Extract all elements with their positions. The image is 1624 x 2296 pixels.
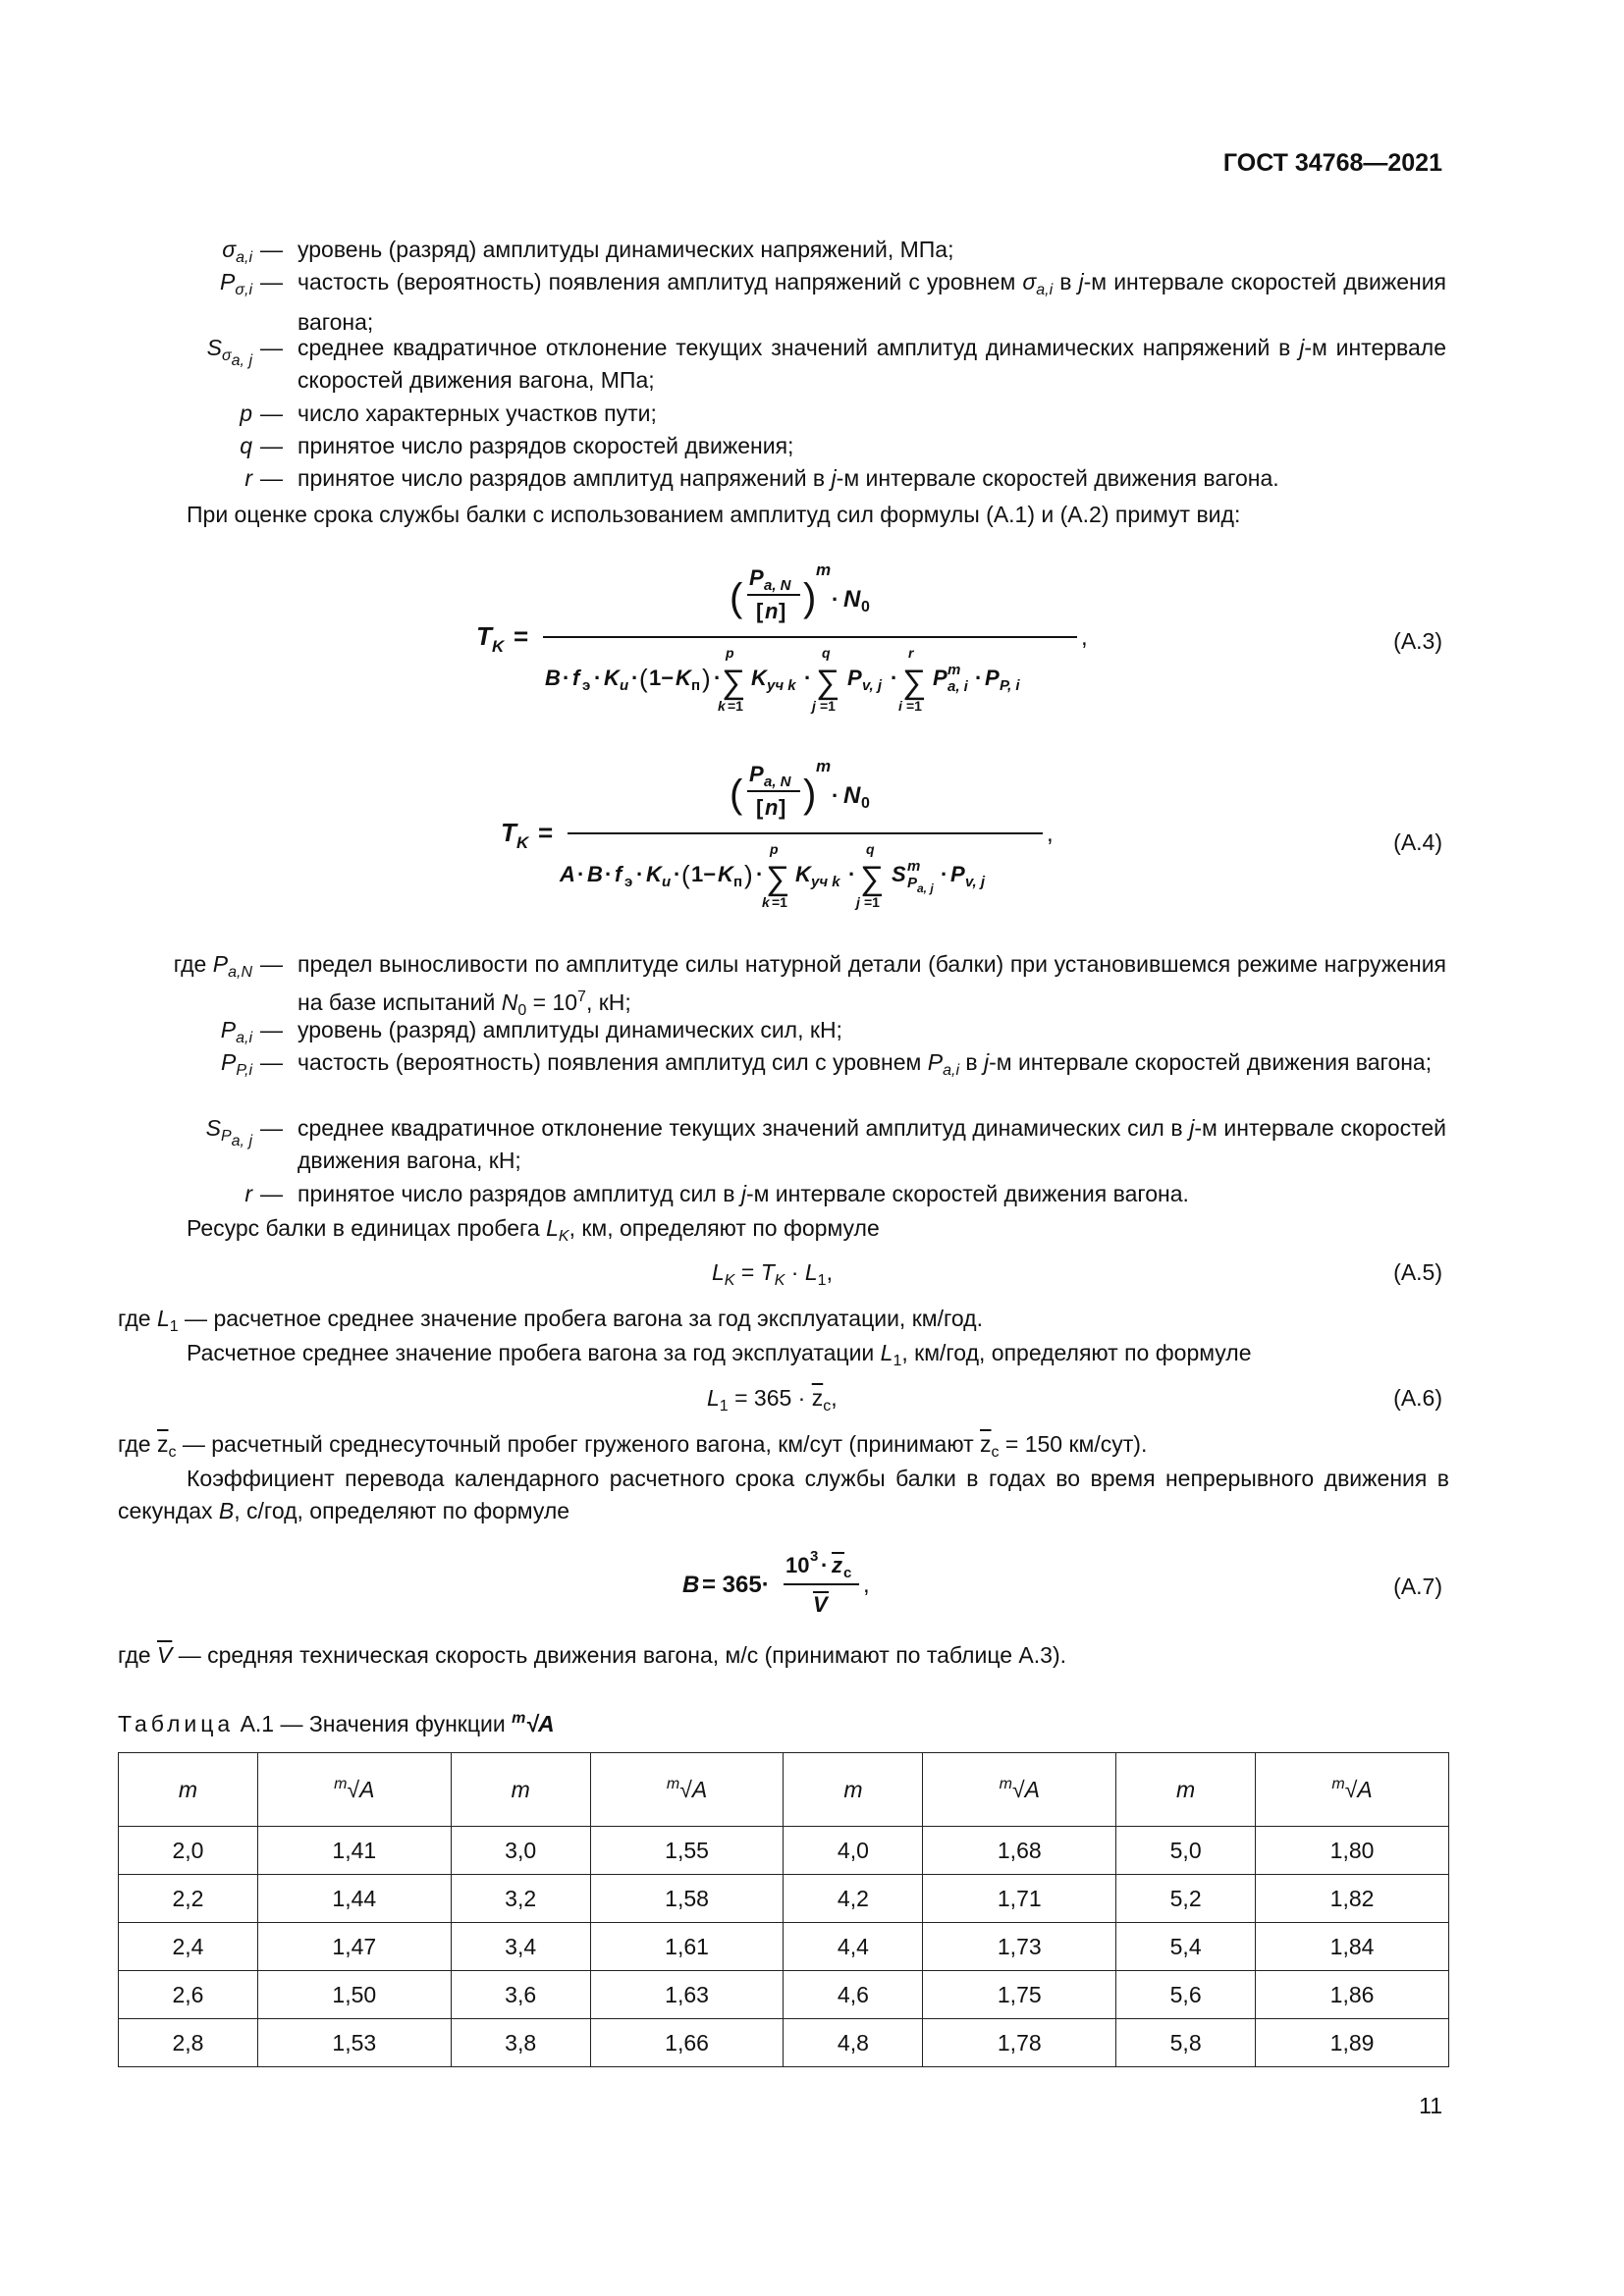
svg-text:a, N: a, N bbox=[764, 577, 791, 594]
definition-symbol: $P_{a,i}$ bbox=[220, 1017, 252, 1046]
svg-text:п: п bbox=[733, 874, 743, 890]
definition-symbol: r bbox=[244, 465, 252, 491]
definition-dash: — bbox=[260, 1181, 283, 1206]
table-cell: 1,47 bbox=[257, 1923, 451, 1971]
svg-text:[: [ bbox=[756, 795, 764, 820]
svg-text:(: ( bbox=[639, 664, 648, 693]
svg-text:]: ] bbox=[779, 599, 786, 623]
table-cell: 1,63 bbox=[590, 1971, 784, 2019]
svg-text:K: K bbox=[751, 666, 767, 690]
svg-text:·: · bbox=[975, 666, 983, 690]
table-cell: 1,66 bbox=[590, 2019, 784, 2067]
svg-text:K: K bbox=[604, 666, 620, 690]
definition-symbol: $S_{P_{a, j}}$ bbox=[205, 1115, 252, 1149]
svg-text:·: · bbox=[594, 666, 602, 690]
svg-text:,: , bbox=[1081, 624, 1088, 651]
svg-text:3: 3 bbox=[810, 1548, 819, 1565]
formula-a5: $L_K = T_K \cdot L_1$, bbox=[712, 1259, 833, 1289]
svg-text:=1: =1 bbox=[820, 698, 836, 714]
document-header: ГОСТ 34768—2021 bbox=[1222, 149, 1442, 177]
table-row bbox=[119, 2019, 1449, 2067]
svg-text:·: · bbox=[832, 783, 839, 808]
definition-text: уровень (разряд) амплитуды динамических сил, кН; bbox=[298, 1017, 842, 1042]
svg-text:P: P bbox=[933, 666, 947, 690]
svg-text:1−: 1− bbox=[649, 666, 675, 690]
table-row bbox=[119, 1827, 1449, 1875]
table-cell: 2,8 bbox=[119, 2019, 258, 2067]
svg-text:T: T bbox=[476, 621, 492, 651]
table-cell: 4,8 bbox=[784, 2019, 923, 2067]
svg-text:P: P bbox=[749, 762, 764, 786]
svg-text:∑: ∑ bbox=[902, 664, 927, 701]
table-cell: 1,89 bbox=[1256, 2019, 1449, 2067]
svg-text:·: · bbox=[674, 862, 681, 886]
svg-text:·: · bbox=[941, 862, 948, 886]
svg-text:·: · bbox=[577, 862, 585, 886]
table-cell: 3,4 bbox=[451, 1923, 590, 1971]
table-cell: 5,2 bbox=[1116, 1875, 1256, 1923]
svg-text:P: P bbox=[950, 862, 965, 886]
table-cell: 1,84 bbox=[1256, 1923, 1449, 1971]
svg-text:P, i: P, i bbox=[1000, 677, 1020, 694]
svg-text:z: z bbox=[832, 1553, 842, 1577]
table-cell: 1,41 bbox=[257, 1827, 451, 1875]
svg-text:·: · bbox=[891, 666, 898, 690]
svg-text:B: B bbox=[587, 862, 603, 886]
table-cell: 4,0 bbox=[784, 1827, 923, 1875]
formula-a6: $L_1 = 365 \cdot \overline{z}_c$, bbox=[707, 1385, 838, 1415]
table-cell: 1,53 bbox=[257, 2019, 451, 2067]
svg-text:уч k: уч k bbox=[767, 677, 796, 694]
table-caption-prefix: Таблица bbox=[118, 1711, 235, 1736]
svg-text:∑: ∑ bbox=[766, 860, 790, 897]
definition-text: принятое число разрядов амплитуд напряжений в j-м интервале скоростей движения вагона. bbox=[298, 465, 1279, 491]
definition-text: среднее квадратичное отклонение текущих значений амплитуд динамических напряжений в j-м интервале скоростей движения вагона, МПа; bbox=[298, 335, 1446, 393]
definition-dash: — bbox=[260, 269, 283, 294]
values-table bbox=[118, 1752, 1449, 2067]
svg-text:i: i bbox=[898, 698, 902, 714]
svg-text:]: ] bbox=[779, 795, 786, 820]
definition-text: частость (вероятность) появления амплитуд напряжений с уровнем $\sigma_{a,i}$ в j-м интервале скоростей движения вагона; bbox=[298, 269, 1447, 335]
svg-text:∑: ∑ bbox=[722, 664, 746, 701]
table-row bbox=[119, 1875, 1449, 1923]
table-row bbox=[119, 1971, 1449, 2019]
formula-a4-graphic bbox=[501, 746, 1070, 918]
svg-text:,: , bbox=[1047, 821, 1054, 847]
paragraph-forces-intro: При оценке срока службы балки с использованием амплитуд сил формулы (А.1) и (А.2) примут вид: bbox=[187, 502, 1241, 527]
svg-text:a, N: a, N bbox=[764, 774, 791, 790]
svg-text:K: K bbox=[676, 666, 691, 690]
svg-text:∑: ∑ bbox=[860, 860, 885, 897]
svg-text:·: · bbox=[605, 862, 613, 886]
definition-symbol: $P_{\sigma,i}$ bbox=[220, 269, 252, 298]
equation-number-a3: (А.3) bbox=[1393, 628, 1442, 654]
svg-text:·: · bbox=[821, 1553, 829, 1577]
svg-text:∑: ∑ bbox=[816, 664, 840, 701]
header-root: $^m$√A bbox=[923, 1753, 1116, 1827]
table-cell: 4,4 bbox=[784, 1923, 923, 1971]
table-cell: 5,4 bbox=[1116, 1923, 1256, 1971]
table-caption bbox=[118, 1710, 555, 1737]
svg-text:k: k bbox=[762, 894, 770, 910]
svg-text:(: ( bbox=[681, 860, 690, 889]
svg-text:n: n bbox=[765, 599, 779, 623]
table-cell: 4,2 bbox=[784, 1875, 923, 1923]
formula-a3 bbox=[476, 550, 1105, 717]
svg-text:j: j bbox=[856, 894, 860, 910]
svg-text:и: и bbox=[620, 677, 629, 694]
svg-text:c: c bbox=[843, 1565, 852, 1581]
table-cell: 2,4 bbox=[119, 1923, 258, 1971]
definition-p-sigma-i bbox=[0, 266, 1453, 339]
svg-text:·: · bbox=[848, 862, 856, 886]
svg-text:p: p bbox=[770, 841, 779, 857]
equation-number-a5: (А.5) bbox=[1393, 1259, 1442, 1285]
definition-zc: где $\overline{z}_c$ — расчетный среднесуточный пробег груженого вагона, км/сут (принимают $\overline{z}_c = 150$ км/сут). bbox=[118, 1431, 1148, 1461]
definition-symbol: r bbox=[244, 1181, 252, 1206]
svg-text:K: K bbox=[516, 833, 529, 852]
svg-text:j: j bbox=[812, 698, 816, 714]
svg-text:·: · bbox=[804, 666, 812, 690]
definition-symbol: где $P_{a,N}$ bbox=[173, 951, 252, 981]
definition-dash: — bbox=[260, 237, 283, 262]
table-cell: 5,0 bbox=[1116, 1827, 1256, 1875]
table-cell: 1,61 bbox=[590, 1923, 784, 1971]
paragraph-coefficient: Коэффициент перевода календарного расчетного срока службы балки в годах во время непрерывного движения в секундах B, с/год, определяют по формуле bbox=[118, 1466, 1449, 1523]
svg-text:p: p bbox=[726, 645, 734, 661]
header-root: $^m$√A bbox=[257, 1753, 451, 1827]
definition-p-p-i bbox=[0, 1046, 1453, 1087]
svg-text:m: m bbox=[907, 858, 921, 875]
svg-text:10: 10 bbox=[785, 1553, 810, 1577]
formula-a4 bbox=[501, 746, 1070, 918]
header-root: $^m$√A bbox=[590, 1753, 784, 1827]
svg-text:э: э bbox=[624, 874, 633, 890]
svg-text:·: · bbox=[756, 862, 764, 886]
definition-p bbox=[0, 398, 1453, 430]
table-cell: 1,50 bbox=[257, 1971, 451, 2019]
svg-text:T: T bbox=[501, 818, 516, 847]
definition-symbol: $P_{P,i}$ bbox=[221, 1049, 252, 1079]
formula-a7 bbox=[682, 1541, 908, 1629]
svg-text:·: · bbox=[714, 666, 722, 690]
definition-r-forces bbox=[0, 1178, 1453, 1210]
svg-text:): ) bbox=[803, 576, 817, 619]
svg-text:r: r bbox=[908, 645, 914, 661]
table-cell: 1,78 bbox=[923, 2019, 1116, 2067]
svg-text:S: S bbox=[892, 862, 906, 886]
table-cell: 5,8 bbox=[1116, 2019, 1256, 2067]
svg-text:и: и bbox=[662, 874, 672, 890]
svg-text:(: ( bbox=[730, 576, 743, 619]
definition-q bbox=[0, 430, 1453, 462]
svg-text:·: · bbox=[631, 666, 639, 690]
definition-symbol: p bbox=[240, 400, 252, 426]
svg-text:= 365·: = 365· bbox=[702, 1572, 770, 1598]
definition-dash: — bbox=[260, 433, 283, 458]
svg-text:P: P bbox=[749, 565, 764, 590]
svg-text:(: ( bbox=[730, 773, 743, 816]
table-cell: 1,68 bbox=[923, 1827, 1116, 1875]
svg-text:B: B bbox=[682, 1572, 700, 1598]
svg-text:[: [ bbox=[756, 599, 764, 623]
header-m: m bbox=[451, 1753, 590, 1827]
svg-text:0: 0 bbox=[861, 795, 870, 812]
table-cell: 1,80 bbox=[1256, 1827, 1449, 1875]
table-cell: 2,2 bbox=[119, 1875, 258, 1923]
svg-text:э: э bbox=[582, 677, 591, 694]
svg-text:N: N bbox=[843, 782, 861, 809]
table-header-row bbox=[119, 1753, 1449, 1827]
definition-l1: где $L_1$ — расчетное среднее значение пробега вагона за год эксплуатации, км/год. bbox=[118, 1306, 983, 1335]
table-cell: 1,73 bbox=[923, 1923, 1116, 1971]
svg-text:v, j: v, j bbox=[965, 874, 986, 890]
definition-text: среднее квадратичное отклонение текущих значений амплитуд динамических сил в j-м интервале скоростей движения вагона, кН; bbox=[298, 1115, 1447, 1173]
svg-text:q: q bbox=[866, 841, 875, 857]
definition-text: частость (вероятность) появления амплитуд сил с уровнем $P_{a,i}$ в j-м интервале скоростей движения вагона; bbox=[298, 1049, 1433, 1079]
definition-dash: — bbox=[260, 465, 283, 491]
definition-dash: — bbox=[260, 400, 283, 426]
definition-symbol: q bbox=[240, 433, 252, 458]
table-cell: 3,6 bbox=[451, 1971, 590, 2019]
svg-text:K: K bbox=[646, 862, 662, 886]
svg-text:N: N bbox=[843, 586, 861, 613]
svg-text:n: n bbox=[765, 795, 779, 820]
table-caption-function: $^m$√A bbox=[512, 1710, 555, 1736]
table-cell: 1,58 bbox=[590, 1875, 784, 1923]
header-m: m bbox=[1116, 1753, 1256, 1827]
svg-text:=1: =1 bbox=[864, 894, 880, 910]
definition-s-sigma-a-j bbox=[0, 332, 1453, 397]
svg-text:=: = bbox=[514, 621, 529, 651]
table-cell: 2,0 bbox=[119, 1827, 258, 1875]
svg-text:0: 0 bbox=[861, 599, 870, 615]
svg-text:V: V bbox=[813, 1592, 828, 1617]
svg-text:k: k bbox=[718, 698, 726, 714]
svg-text:m: m bbox=[816, 561, 832, 579]
svg-text:K: K bbox=[492, 637, 505, 656]
equation-number-a6: (А.6) bbox=[1393, 1385, 1442, 1411]
svg-text:=1: =1 bbox=[728, 698, 743, 714]
definition-dash: — bbox=[260, 335, 283, 360]
table-caption-text: А.1 — Значения функции bbox=[240, 1711, 506, 1736]
svg-text:B: B bbox=[545, 666, 561, 690]
header-root: $^m$√A bbox=[1256, 1753, 1449, 1827]
svg-text:п: п bbox=[691, 677, 701, 694]
paragraph-mileage: Расчетное среднее значение пробега вагона за год эксплуатации $L_1$, км/год, определяют по формуле bbox=[187, 1340, 1252, 1369]
definition-dash: — bbox=[260, 951, 283, 977]
table-cell: 3,0 bbox=[451, 1827, 590, 1875]
svg-text:f: f bbox=[615, 862, 623, 886]
svg-text:K: K bbox=[718, 862, 733, 886]
svg-text:A: A bbox=[560, 862, 575, 886]
page-number: 11 bbox=[1419, 2093, 1442, 2118]
definition-text: число характерных участков пути; bbox=[298, 400, 657, 426]
svg-text:v, j: v, j bbox=[862, 677, 883, 694]
table-cell: 3,8 bbox=[451, 2019, 590, 2067]
formula-a7-graphic bbox=[682, 1541, 908, 1629]
table-cell: 1,82 bbox=[1256, 1875, 1449, 1923]
header-m: m bbox=[119, 1753, 258, 1827]
svg-text:): ) bbox=[702, 664, 711, 693]
svg-text:q: q bbox=[822, 645, 831, 661]
definition-s-p-a-j bbox=[0, 1112, 1453, 1177]
definition-text: принятое число разрядов амплитуд сил в j-м интервале скоростей движения вагона. bbox=[298, 1181, 1189, 1206]
definition-dash: — bbox=[260, 1115, 283, 1141]
svg-text:K: K bbox=[795, 862, 811, 886]
table-cell: 4,6 bbox=[784, 1971, 923, 2019]
paragraph-resource: Ресурс балки в единицах пробега $L_K$, км, определяют по формуле bbox=[187, 1215, 880, 1245]
definition-r bbox=[0, 462, 1453, 495]
definition-text: уровень (разряд) амплитуды динамических напряжений, МПа; bbox=[298, 237, 954, 262]
svg-text:m: m bbox=[947, 662, 961, 678]
svg-text:·: · bbox=[636, 862, 644, 886]
svg-text:): ) bbox=[803, 773, 817, 816]
svg-text:=1: =1 bbox=[906, 698, 922, 714]
definition-symbol: $S_{\sigma_{a, j}}$ bbox=[206, 335, 252, 369]
svg-text:a, j: a, j bbox=[917, 881, 934, 895]
table-row bbox=[119, 1923, 1449, 1971]
definition-symbol: $\sigma_{a,i}$ bbox=[222, 237, 252, 266]
svg-text:1−: 1− bbox=[691, 862, 717, 886]
svg-text:=: = bbox=[538, 818, 554, 847]
svg-text:·: · bbox=[563, 666, 570, 690]
definition-text: принятое число разрядов скоростей движения; bbox=[298, 433, 794, 458]
svg-text:m: m bbox=[816, 757, 832, 775]
table-cell: 1,71 bbox=[923, 1875, 1116, 1923]
svg-text:P: P bbox=[985, 666, 1000, 690]
table-cell: 5,6 bbox=[1116, 1971, 1256, 2019]
table-cell: 1,75 bbox=[923, 1971, 1116, 2019]
header-m: m bbox=[784, 1753, 923, 1827]
svg-text:,: , bbox=[863, 1572, 870, 1598]
svg-text:P: P bbox=[907, 875, 918, 891]
equation-number-a4: (А.4) bbox=[1393, 829, 1442, 855]
svg-text:f: f bbox=[572, 666, 580, 690]
definition-text: предел выносливости по амплитуде силы натурной детали (балки) при установившемся режиме нагружения на базе испытаний $N_0 = 10^7$, кН; bbox=[298, 951, 1446, 1019]
svg-text:P: P bbox=[847, 666, 862, 690]
svg-text:=1: =1 bbox=[772, 894, 787, 910]
definition-dash: — bbox=[260, 1017, 283, 1042]
svg-text:): ) bbox=[744, 860, 753, 889]
svg-text:·: · bbox=[832, 587, 839, 612]
definition-dash: — bbox=[260, 1049, 283, 1075]
table-cell: 1,44 bbox=[257, 1875, 451, 1923]
svg-text:a, i: a, i bbox=[947, 678, 968, 695]
table-cell: 1,55 bbox=[590, 1827, 784, 1875]
equation-number-a7: (А.7) bbox=[1393, 1574, 1442, 1599]
definition-v: где $\overline{V}$ — средняя техническая скорость движения вагона, м/с (принимают по таблице А.3). bbox=[118, 1642, 1066, 1668]
table-cell: 3,2 bbox=[451, 1875, 590, 1923]
svg-text:уч k: уч k bbox=[811, 874, 840, 890]
formula-a3-graphic bbox=[476, 550, 1105, 717]
table-cell: 2,6 bbox=[119, 1971, 258, 2019]
table-cell: 1,86 bbox=[1256, 1971, 1449, 2019]
